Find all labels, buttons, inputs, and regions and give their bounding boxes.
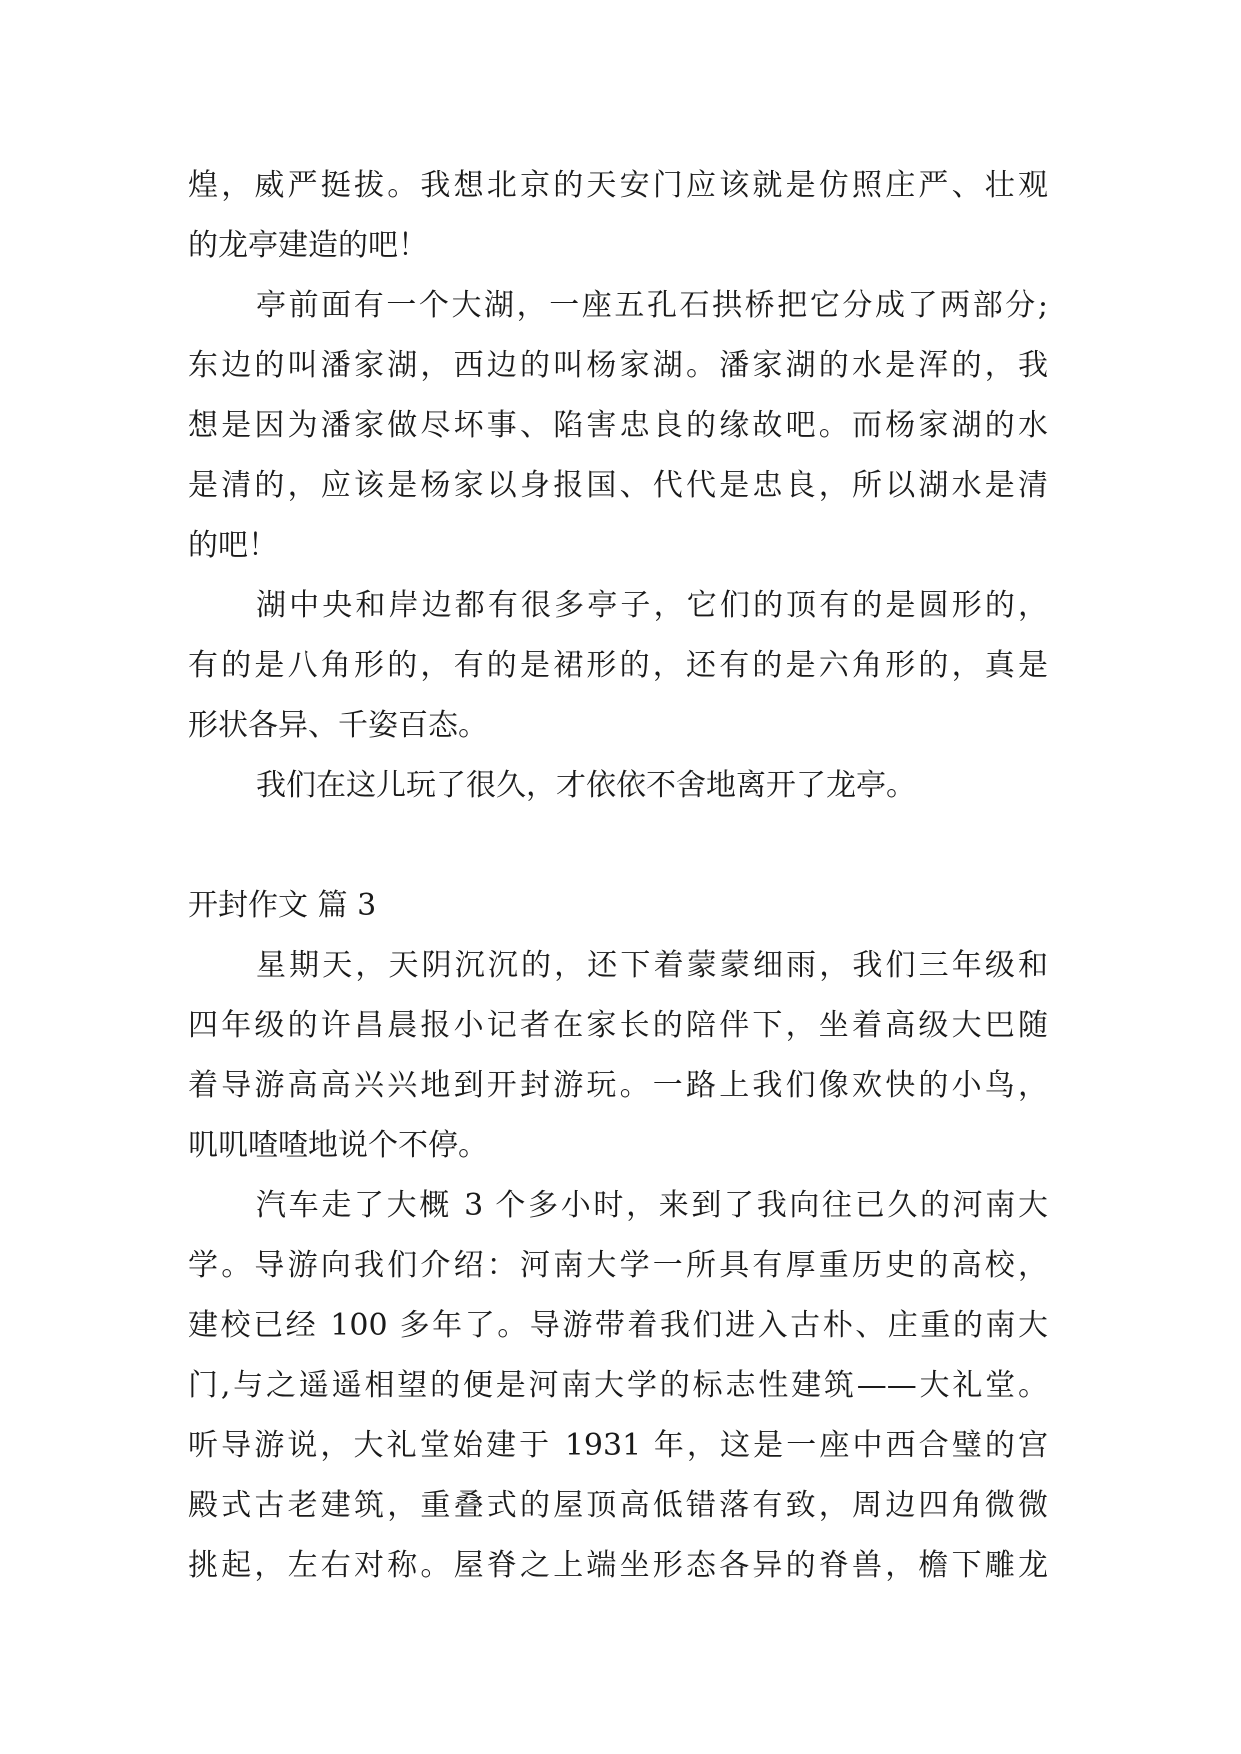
text-line: 湖中央和岸边都有很多亭子，它们的顶有的是圆形的， (256, 588, 1048, 623)
text-line: 我们在这儿玩了很久，才依依不舍地离开了龙亭。 (256, 768, 916, 803)
text-line: 形状各异、千姿百态。 (188, 708, 488, 743)
section-heading: 开封作文 篇 3 (188, 888, 377, 923)
text-line: 的龙亭建造的吧！ (188, 228, 428, 263)
text-line: 煌，威严挺拔。我想北京的天安门应该就是仿照庄严、壮观 (188, 168, 1048, 203)
text-line: 星期天，天阴沉沉的，还下着蒙蒙细雨，我们三年级和 (256, 948, 1048, 983)
text-line: 的吧！ (188, 528, 278, 563)
text-line: 四年级的许昌晨报小记者在家长的陪伴下，坐着高级大巴随 (188, 1008, 1048, 1043)
text-line: 门,与之遥遥相望的便是河南大学的标志性建筑——大礼堂。 (188, 1368, 1048, 1403)
text-line: 叽叽喳喳地说个不停。 (188, 1128, 488, 1163)
text-line: 亭前面有一个大湖，一座五孔石拱桥把它分成了两部分; (256, 288, 1048, 323)
text-line: 建校已经 100 多年了。导游带着我们进入古朴、庄重的南大 (188, 1308, 1048, 1343)
text-line: 着导游高高兴兴地到开封游玩。一路上我们像欢快的小鸟， (188, 1068, 1048, 1103)
text-line: 挑起，左右对称。屋脊之上端坐形态各异的脊兽，檐下雕龙 (188, 1548, 1048, 1583)
text-line: 听导游说，大礼堂始建于 1931 年，这是一座中西合璧的宫 (188, 1428, 1048, 1463)
text-line: 汽车走了大概 3 个多小时，来到了我向往已久的河南大 (256, 1188, 1048, 1223)
text-line: 殿式古老建筑，重叠式的屋顶高低错落有致，周边四角微微 (188, 1488, 1048, 1523)
text-line: 东边的叫潘家湖，西边的叫杨家湖。潘家湖的水是浑的，我 (188, 348, 1048, 383)
text-line: 是清的，应该是杨家以身报国、代代是忠良，所以湖水是清 (188, 468, 1048, 503)
text-line: 学。导游向我们介绍：河南大学一所具有厚重历史的高校， (188, 1248, 1048, 1283)
text-line: 想是因为潘家做尽坏事、陷害忠良的缘故吧。而杨家湖的水 (188, 408, 1048, 443)
text-line: 有的是八角形的，有的是裙形的，还有的是六角形的，真是 (188, 648, 1048, 683)
